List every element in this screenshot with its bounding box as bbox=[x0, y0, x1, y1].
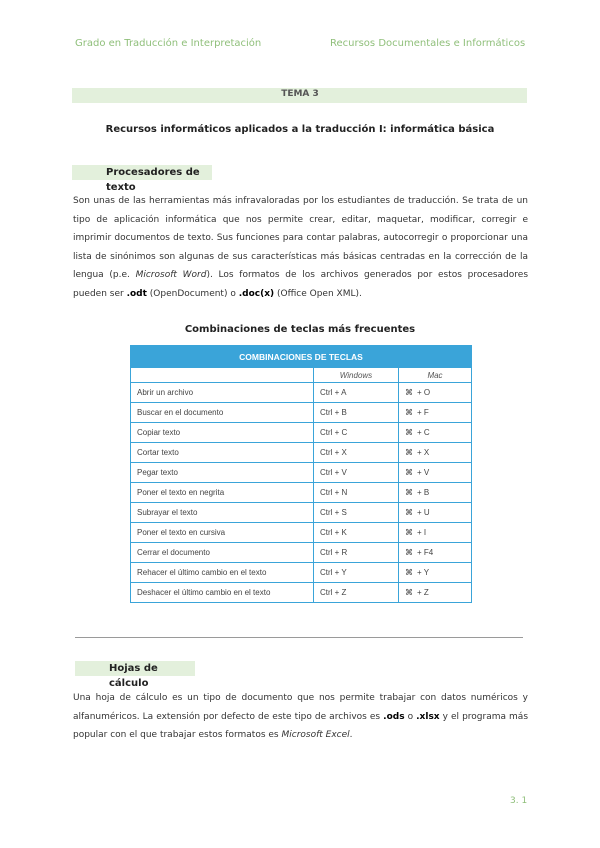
table-header: COMBINACIONES DE TECLAS bbox=[131, 346, 472, 368]
mac-keys: + X bbox=[417, 448, 430, 457]
file-format: .odt bbox=[126, 288, 147, 299]
file-format: .xlsx bbox=[416, 711, 440, 722]
header-degree: Grado en Traducción e Interpretación bbox=[75, 38, 262, 49]
shortcut-action: Poner el texto en cursiva bbox=[131, 523, 314, 543]
shortcut-windows: Ctrl + Y bbox=[314, 563, 399, 583]
shortcut-windows: Ctrl + R bbox=[314, 543, 399, 563]
command-key-icon: ⌘ bbox=[405, 568, 413, 577]
table-row bbox=[131, 563, 472, 583]
shortcut-mac bbox=[399, 423, 472, 443]
paragraph-spreadsheets bbox=[73, 689, 528, 745]
section-divider bbox=[75, 637, 523, 638]
mac-keys: + Z bbox=[417, 588, 429, 597]
command-key-icon: ⌘ bbox=[405, 408, 413, 417]
section-heading-word-processors bbox=[72, 165, 212, 193]
paragraph-text: . bbox=[349, 730, 353, 740]
shortcut-windows: Ctrl + Z bbox=[314, 583, 399, 603]
section-heading-label: Hojas de cálculo bbox=[109, 663, 158, 689]
shortcut-windows: Ctrl + C bbox=[314, 423, 399, 443]
shortcut-mac bbox=[399, 563, 472, 583]
table-row bbox=[131, 383, 472, 403]
shortcut-action: Subrayar el texto bbox=[131, 503, 314, 523]
mac-keys: + F4 bbox=[417, 548, 434, 557]
section-heading-label: Procesadores de texto bbox=[106, 167, 200, 193]
table-row bbox=[131, 543, 472, 563]
topic-title: TEMA 3 bbox=[281, 89, 319, 99]
command-key-icon: ⌘ bbox=[405, 448, 413, 457]
table-title: Combinaciones de teclas más frecuentes bbox=[184, 324, 416, 335]
column-mac: Mac bbox=[399, 368, 472, 383]
shortcut-mac bbox=[399, 583, 472, 603]
shortcut-windows: Ctrl + V bbox=[314, 463, 399, 483]
table-row bbox=[131, 523, 472, 543]
section-heading-spreadsheets bbox=[75, 661, 195, 689]
mac-keys: + B bbox=[417, 488, 430, 497]
table-row bbox=[131, 503, 472, 523]
shortcut-mac bbox=[399, 463, 472, 483]
command-key-icon: ⌘ bbox=[405, 548, 413, 557]
shortcut-mac bbox=[399, 483, 472, 503]
command-key-icon: ⌘ bbox=[405, 588, 413, 597]
shortcuts-table bbox=[130, 345, 472, 603]
mac-keys: + C bbox=[417, 428, 430, 437]
column-windows: Windows bbox=[314, 368, 399, 383]
table-row bbox=[131, 423, 472, 443]
shortcut-action: Copiar texto bbox=[131, 423, 314, 443]
shortcut-windows: Ctrl + N bbox=[314, 483, 399, 503]
shortcut-mac bbox=[399, 543, 472, 563]
command-key-icon: ⌘ bbox=[405, 508, 413, 517]
shortcut-mac bbox=[399, 443, 472, 463]
mac-keys: + V bbox=[417, 468, 430, 477]
shortcut-action: Poner el texto en negrita bbox=[131, 483, 314, 503]
table-row bbox=[131, 583, 472, 603]
paragraph-text: y el programa más popular con el que trabajar estos formatos es bbox=[73, 711, 529, 740]
shortcut-action: Abrir un archivo bbox=[131, 383, 314, 403]
command-key-icon: ⌘ bbox=[405, 388, 413, 397]
command-key-icon: ⌘ bbox=[405, 528, 413, 537]
shortcut-mac bbox=[399, 503, 472, 523]
file-format: .ods bbox=[383, 711, 405, 722]
mac-keys: + O bbox=[417, 388, 431, 397]
shortcut-windows: Ctrl + B bbox=[314, 403, 399, 423]
shortcut-mac bbox=[399, 383, 472, 403]
header-course: Recursos Documentales e Informáticos bbox=[330, 38, 526, 49]
product-name: Microsoft Excel bbox=[281, 730, 350, 740]
shortcut-action: Buscar en el documento bbox=[131, 403, 314, 423]
command-key-icon: ⌘ bbox=[405, 468, 413, 477]
product-name: Microsoft Word bbox=[135, 270, 207, 280]
shortcut-action: Cerrar el documento bbox=[131, 543, 314, 563]
shortcut-windows: Ctrl + S bbox=[314, 503, 399, 523]
document-subtitle: Recursos informáticos aplicados a la traducción I: informática básica bbox=[105, 124, 495, 135]
command-key-icon: ⌘ bbox=[405, 428, 413, 437]
page-number: 3. 1 bbox=[510, 796, 528, 806]
paragraph-text: Son unas de las herramientas más infravaloradas por los estudiantes de traducción. Se trata de un tipo de aplicación informática que nos permite crear, editar, maquetar, modificar, corregir e imprimir documentos de texto. Sus funciones para contar palabras, autocorregir o proporcionar una lista de sinónimos son algunas de sus características más básicas centradas en la corrección de la lengua (p.e. bbox=[73, 196, 528, 280]
shortcut-mac bbox=[399, 403, 472, 423]
shortcut-windows: Ctrl + K bbox=[314, 523, 399, 543]
shortcut-windows: Ctrl + A bbox=[314, 383, 399, 403]
paragraph-text: (Office Open XML). bbox=[274, 288, 362, 299]
command-key-icon: ⌘ bbox=[405, 488, 413, 497]
file-format: .doc(x) bbox=[238, 288, 275, 299]
shortcut-action: Pegar texto bbox=[131, 463, 314, 483]
paragraph-text: ). Los formatos de los archivos generados por estos procesadores pueden ser bbox=[73, 270, 529, 299]
table-row bbox=[131, 403, 472, 423]
shortcut-action: Cortar texto bbox=[131, 443, 314, 463]
mac-keys: + F bbox=[417, 408, 429, 417]
shortcut-action: Rehacer el último cambio en el texto bbox=[131, 563, 314, 583]
shortcut-action: Deshacer el último cambio en el texto bbox=[131, 583, 314, 603]
table-row bbox=[131, 463, 472, 483]
mac-keys: + I bbox=[417, 528, 427, 537]
paragraph-text: o bbox=[404, 711, 417, 722]
mac-keys: + U bbox=[417, 508, 430, 517]
paragraph-text: Una hoja de cálculo es un tipo de documento que nos permite trabajar con datos numéricos y alfanuméricos. La extensión por defecto de este tipo de archivos es bbox=[73, 693, 528, 722]
table-row bbox=[131, 483, 472, 503]
column-action bbox=[131, 368, 314, 383]
shortcut-windows: Ctrl + X bbox=[314, 443, 399, 463]
table-row bbox=[131, 443, 472, 463]
shortcut-mac bbox=[399, 523, 472, 543]
paragraph-text: (OpenDocument) o bbox=[146, 288, 239, 299]
mac-keys: + Y bbox=[417, 568, 430, 577]
paragraph-word-processors bbox=[73, 192, 528, 303]
